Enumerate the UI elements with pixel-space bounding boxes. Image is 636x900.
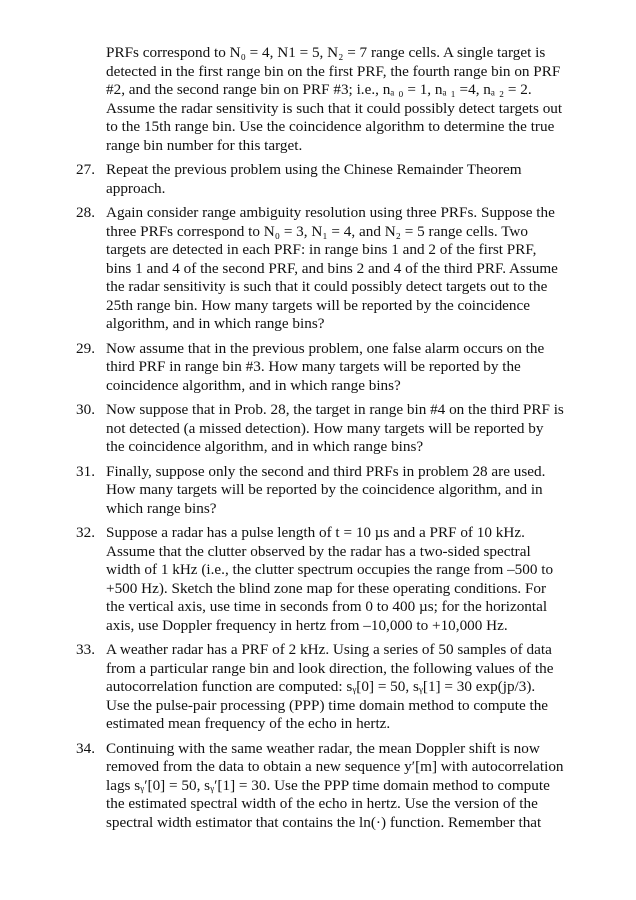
problem-text-line: third PRF in range bin #3. How many targets will be reported by the bbox=[106, 358, 521, 375]
problem-text-line: bins 1 and 4 of the second PRF, and bins 2 and 4 of the third PRF. Assume bbox=[106, 259, 558, 277]
problem-number: 33. bbox=[76, 641, 95, 658]
problem-text-line: Finally, suppose only the second and third PRFs in problem 28 are used. bbox=[106, 462, 546, 480]
problem-text-line: which range bins? bbox=[106, 499, 217, 517]
problem-text-line: range bin number for this target. bbox=[106, 136, 303, 154]
problem-text-line: Suppose a radar has a pulse length of t = 10 µs and a PRF of 10 kHz. bbox=[106, 524, 525, 541]
problem-text-line: removed from the data to obtain a new sequence y′[m] with autocorrelation bbox=[106, 758, 564, 775]
problem-text-line: lags sᵧ′[0] = 50, sᵧ′[1] = 30. Use the PPP time domain method to compute bbox=[106, 776, 550, 794]
problem-number: 31. bbox=[76, 462, 95, 480]
problem-text-line: Now assume that in the previous problem, one false alarm occurs on the bbox=[106, 339, 545, 357]
problem-text-line: approach. bbox=[106, 179, 166, 197]
problem-text-line: spectral width estimator that contains the ln(·) function. Remember that bbox=[106, 813, 542, 831]
problem-number: 34. bbox=[76, 739, 95, 757]
problem-text-line: Now suppose that in Prob. 28, the target in range bin #4 on the third PRF is bbox=[106, 401, 564, 418]
problem-text-line: coincidence algorithm, and in which range bins? bbox=[106, 376, 401, 394]
problem-text-line: Assume the radar sensitivity is such that it could possibly detect targets out bbox=[106, 99, 563, 117]
problem-text-line: PRFs correspond to N₀ = 4, N1 = 5, N₂ = 7 range cells. A single target is bbox=[106, 44, 546, 61]
problem-text-line: the radar sensitivity is such that it could possibly detect targets out to the bbox=[106, 278, 548, 295]
problem-text-line: the vertical axis, use time in seconds from 0 to 400 µs; for the horizontal bbox=[106, 598, 548, 615]
problem-text-line: Continuing with the same weather radar, the mean Doppler shift is now bbox=[106, 739, 540, 757]
problem-text-line: autocorrelation function are computed: sᵧ[0] = 50, sᵧ[1] = 30 exp(jp/3). bbox=[106, 678, 536, 695]
problem-number: 29. bbox=[76, 339, 95, 357]
problem-text-line: the estimated spectral width of the echo in hertz. Use the version of the bbox=[106, 795, 538, 812]
problem-text-line: estimated mean frequency of the echo in hertz. bbox=[106, 715, 391, 732]
problem-number: 27. bbox=[76, 161, 95, 178]
problem-text-line: Use the pulse-pair processing (PPP) time domain method to compute the bbox=[106, 696, 549, 714]
problem-number: 28. bbox=[76, 204, 95, 221]
problem-text-line: axis, use Doppler frequency in hertz from –10,000 to +10,000 Hz. bbox=[106, 616, 508, 634]
problem-text-line: Again consider range ambiguity resolution using three PRFs. Suppose the bbox=[106, 204, 555, 221]
problem-number: 32. bbox=[76, 524, 95, 541]
problem-text-line: from a particular range bin and look direction, the following values of the bbox=[106, 659, 554, 677]
problem-text-line: width of 1 kHz (i.e., the clutter spectrum occupies the range from –500 to bbox=[106, 561, 554, 578]
problem-text-line: A weather radar has a PRF of 2 kHz. Using a series of 50 samples of data bbox=[106, 641, 552, 658]
problem-text-line: +500 Hz). Sketch the blind zone map for these operating conditions. For bbox=[106, 579, 547, 597]
problem-text-line: 25th range bin. How many targets will be reported by the coincidence bbox=[106, 296, 530, 314]
problem-text-line: algorithm, and in which range bins? bbox=[106, 315, 325, 332]
problem-text-line: not detected (a missed detection). How many targets will be reported by bbox=[106, 419, 544, 437]
problem-text-line: How many targets will be reported by the coincidence algorithm, and in bbox=[106, 481, 543, 498]
problem-text-line: Assume that the clutter observed by the radar has a two-sided spectral bbox=[106, 542, 531, 560]
problem-text-line: to the 15th range bin. Use the coincidence algorithm to determine the true bbox=[106, 118, 555, 135]
problem-text-line: detected in the first range bin on the first PRF, the fourth range bin on PRF bbox=[106, 62, 561, 80]
problem-number: 30. bbox=[76, 401, 95, 418]
problem-text-line: #2, and the second range bin on PRF #3; i.e., nₐ ₀ = 1, nₐ ₁ =4, nₐ ₂ = 2. bbox=[106, 81, 532, 98]
problem-text-line: Repeat the previous problem using the Chinese Remainder Theorem bbox=[106, 161, 522, 178]
problem-text-line: three PRFs correspond to N₀ = 3, N₁ = 4, and N₂ = 5 range cells. Two bbox=[106, 222, 528, 240]
problem-text-line: targets are detected in each PRF: in range bins 1 and 2 of the first PRF, bbox=[106, 241, 537, 258]
problem-text-line: the coincidence algorithm, and in which range bins? bbox=[106, 438, 424, 455]
